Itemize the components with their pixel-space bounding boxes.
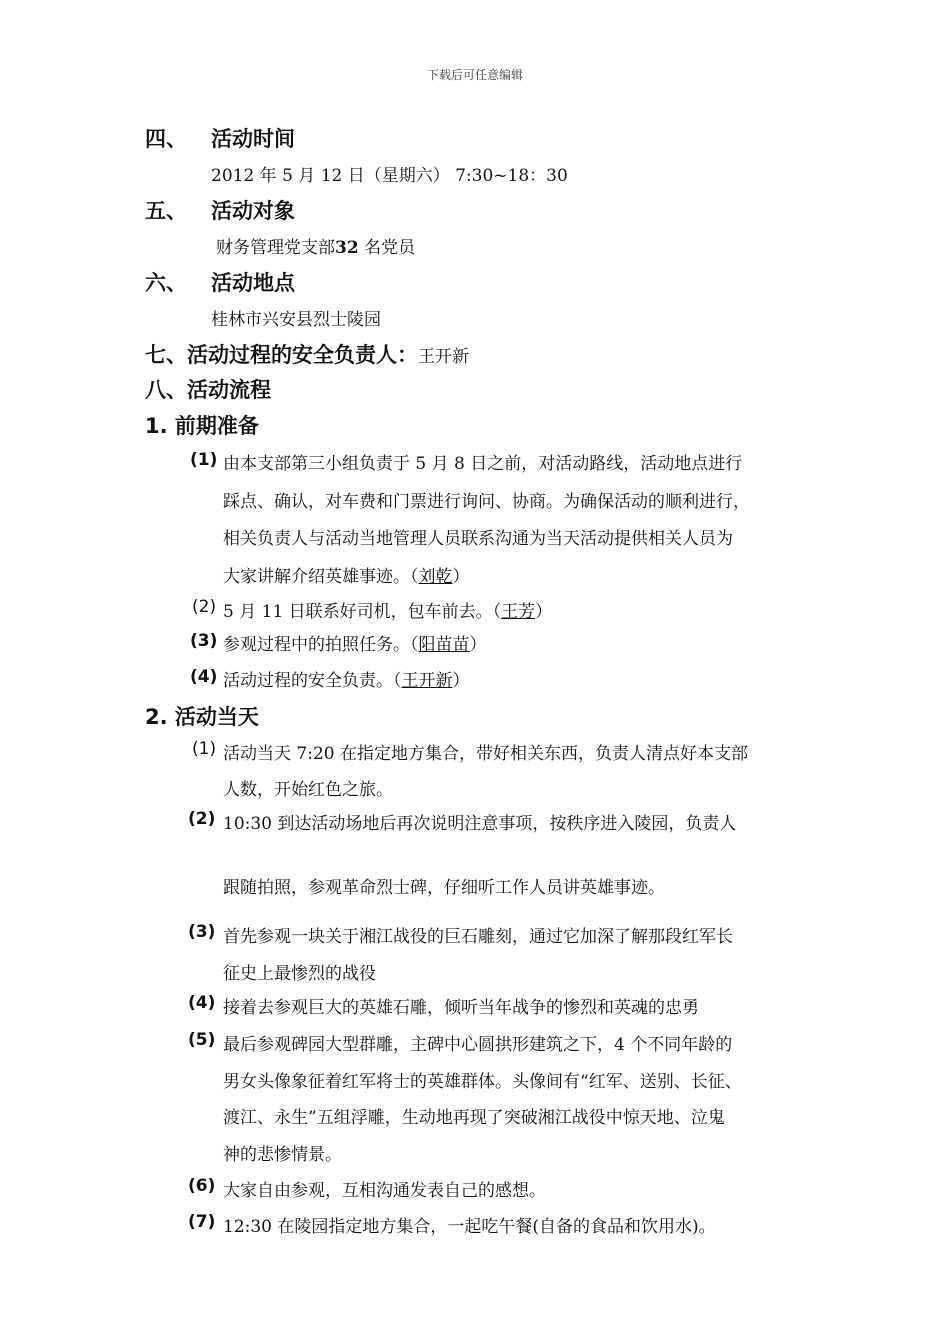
prep-item-4-person: 王开新 xyxy=(401,671,453,691)
prep-item-2-person: 王芳 xyxy=(501,602,536,622)
section-5-content-pre: 财务管理党支部 xyxy=(216,238,335,258)
prep-item-3-number: (3) xyxy=(190,631,218,651)
prep-item-1-line-2: 踩点、确认，对车费和门票进行询问、协商。为确保活动的顺利进行， xyxy=(223,492,750,512)
day-item-4-line-1: 接着去参观巨大的英雄石雕，倾听当年战争的惨烈和英魂的忠勇 xyxy=(223,998,699,1018)
prep-item-4-number: (4) xyxy=(190,667,218,687)
day-item-3-line-1: 首先参观一块关于湘江战役的巨石雕刻，通过它加深了解那段红军长 xyxy=(223,927,733,947)
day-heading: 2. 活动当天 xyxy=(145,705,259,729)
section-6-title: 活动地点 xyxy=(211,271,295,295)
prep-item-2-number: (2) xyxy=(192,597,217,617)
day-item-5-number: (5) xyxy=(188,1030,216,1050)
section-5-content xyxy=(216,233,415,258)
section-4-title: 活动时间 xyxy=(211,127,295,151)
section-5-content-post: 名党员 xyxy=(364,238,416,258)
section-5-count: 32 xyxy=(335,238,359,258)
day-item-6-number: (6) xyxy=(188,1176,216,1196)
prep-item-1-number: (1) xyxy=(190,450,218,470)
section-4-content: 2012 年 5 月 12 日（星期六） 7:30~18：30 xyxy=(211,166,568,186)
section-5-title: 活动对象 xyxy=(211,199,295,223)
day-item-5-line-1: 最后参观碑园大型群雕，主碑中心圆拱形建筑之下，4 个不同年龄的 xyxy=(223,1035,733,1055)
day-item-2-line-2: 跟随拍照，参观革命烈士碑，仔细听工作人员讲英雄事迹。 xyxy=(223,878,665,898)
day-item-3-line-2: 征史上最惨烈的战役 xyxy=(223,964,376,984)
section-5-number: 五、 xyxy=(145,199,187,223)
prep-heading: 1. 前期准备 xyxy=(145,414,259,438)
section-6-number: 六、 xyxy=(145,271,187,295)
prep-item-1-line-4-text: 大家讲解介绍英雄事迹。（ xyxy=(223,567,419,587)
day-item-1-number: (1) xyxy=(192,739,217,759)
prep-item-3-tail: ） xyxy=(469,635,487,655)
day-item-7-line-1: 12:30 在陵园指定地方集合，一起吃午餐(自备的食品和饮用水)。 xyxy=(223,1217,716,1237)
day-item-3-number: (3) xyxy=(188,922,216,942)
prep-item-1-person: 刘乾 xyxy=(418,567,453,587)
day-item-6-line-1: 大家自由参观，互相沟通发表自己的感想。 xyxy=(223,1181,546,1201)
prep-item-2-text: 5 月 11 日联系好司机，包车前去。（ xyxy=(223,602,502,622)
section-7 xyxy=(145,339,469,369)
prep-item-2-line xyxy=(223,597,552,622)
day-item-1-line-1: 活动当天 7:20 在指定地方集合，带好相关东西，负责人清点好本支部 xyxy=(223,744,748,764)
day-item-4-number: (4) xyxy=(188,993,216,1013)
page-header: 下载后可任意编辑 xyxy=(426,68,523,82)
prep-item-3-line xyxy=(223,630,487,655)
prep-item-3-person: 阳苗苗 xyxy=(418,635,470,655)
prep-item-3-text: 参观过程中的拍照任务。（ xyxy=(223,635,419,655)
day-item-7-number: (7) xyxy=(188,1212,216,1232)
section-6-content: 桂林市兴安县烈士陵园 xyxy=(211,310,381,330)
day-item-1-line-2: 人数，开始红色之旅。 xyxy=(223,780,393,800)
prep-item-1-line-1: 由本支部第三小组负责于 5 月 8 日之前，对活动路线，活动地点进行 xyxy=(223,454,743,474)
prep-item-4-line xyxy=(223,666,470,691)
day-item-2-line-1: 10:30 到达活动场地后再次说明注意事项，按秩序进入陵园，负责人 xyxy=(223,814,737,834)
section-7-value: 王开新 xyxy=(418,347,469,367)
day-item-5-line-4: 神的悲惨情景。 xyxy=(223,1145,342,1165)
prep-item-1-line-3: 相关负责人与活动当地管理人员联系沟通为当天活动提供相关人员为 xyxy=(223,529,733,549)
section-7-title: 七、活动过程的安全负责人： xyxy=(145,343,418,367)
day-item-5-line-2: 男女头像象征着红军将士的英雄群体。头像间有“红军、送别、长征、 xyxy=(223,1072,742,1092)
prep-item-1-tail: ） xyxy=(452,567,470,587)
prep-item-1-line-4 xyxy=(223,562,470,587)
day-item-5-line-3: 渡江、永生”五组浮雕，生动地再现了突破湘江战役中惊天地、泣鬼 xyxy=(223,1108,725,1128)
section-4-number: 四、 xyxy=(145,127,187,151)
section-8-title: 八、活动流程 xyxy=(145,378,271,402)
day-item-2-number: (2) xyxy=(188,809,216,829)
prep-item-2-tail: ） xyxy=(535,602,553,622)
prep-item-4-text: 活动过程的安全负责。（ xyxy=(223,671,402,691)
prep-item-4-tail: ） xyxy=(452,671,470,691)
